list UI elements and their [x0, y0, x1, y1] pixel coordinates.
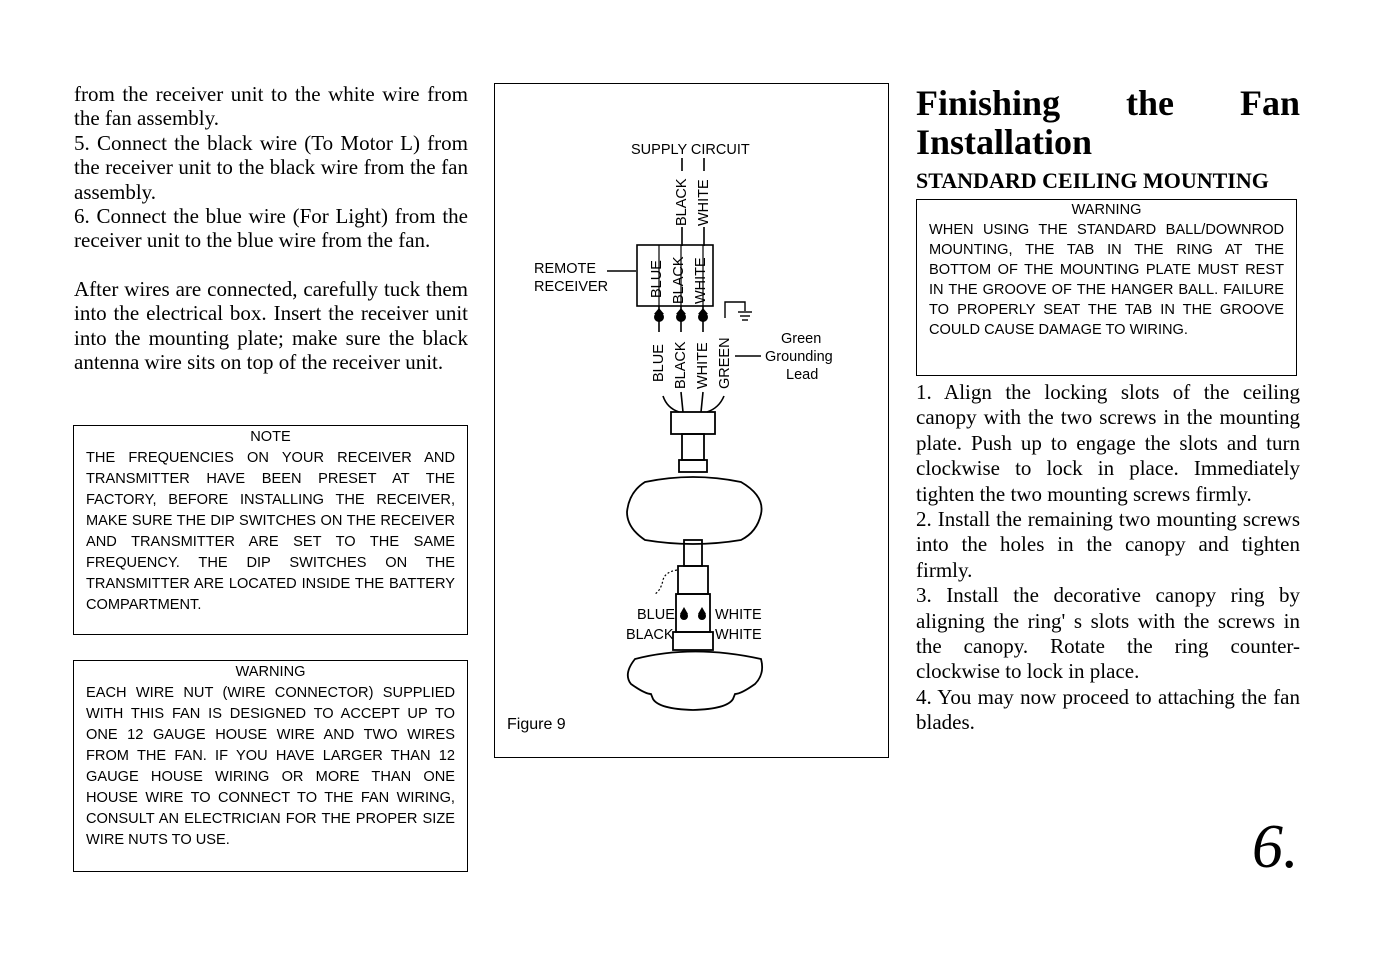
right-column [916, 84, 1300, 194]
light-blue-label: BLUE [637, 607, 675, 623]
wire-nut-warning-box [73, 660, 468, 872]
wiring-diagram-figure [494, 83, 889, 758]
note-title: NOTE [250, 429, 291, 445]
step-5-black-wire: 5. Connect the black wire (To Motor L) from the receiver unit to the black wire from the fan assembly. [74, 130, 468, 204]
step-4: 4. You may now proceed to attaching the fan blades. [916, 684, 1300, 735]
title-word-finishing: Finishing [916, 83, 1061, 123]
figure-caption: Figure 9 [507, 716, 566, 733]
receiver-white-label: WHITE [693, 257, 709, 304]
light-black-label: BLACK [626, 627, 674, 643]
mounting-steps [916, 380, 1300, 736]
warning-body: EACH WIRE NUT (WIRE CONNECTOR) SUPPLIED WITH THIS FAN IS DESIGNED TO ACCEPT UP TO ONE 12 GAUGE HOUSE WIRE AND TWO WIRES FROM THE FAN. IF YOU HAVE LARGER THAN 12 GAUGE HOUSE WIRING OR MORE THAN ONE HOUSE WIRE TO CONNECT TO THE FAN WIRING, CONSULT AN ELECTRICIAN FOR THE PROPER SIZE WIRE NUTS TO USE. [86, 685, 455, 848]
page-number: 6. [1252, 813, 1299, 881]
paragraph-white-wire: from the receiver unit to the white wire from the fan assembly. [74, 82, 468, 131]
wiring-diagram [495, 84, 890, 759]
supply-circuit-label: SUPPLY CIRCUIT [631, 142, 750, 158]
supply-white-label: WHITE [696, 179, 712, 226]
step-6-blue-wire: 6. Connect the blue wire (For Light) from the receiver unit to the blue wire from the fan. [74, 204, 468, 253]
title-line-2: Installation [916, 122, 1093, 162]
paragraph-tuck-wires: After wires are connected, carefully tuck them into the electrical box. Insert the receiver unit into the mounting plate; make sure the black antenna wire sits on top of the receiver unit. [74, 276, 468, 375]
fan-blue-label: BLUE [651, 344, 667, 382]
grounding-label: Grounding [765, 349, 833, 365]
mounting-warning-body: WHEN USING THE STANDARD BALL/DOWNROD MOUNTING, THE TAB IN THE RING AT THE BOTTOM OF THE MOUNTING PLATE MUST REST IN THE GROOVE OF THE HANGER BALL. FAILURE TO PROPERLY SEAT THE TAB IN THE GROOVE COULD CAUSE DAMAGE TO WIRING. [929, 222, 1284, 338]
step-2: 2. Install the remaining two mounting screws into the holes in the canopy and tighten firmly. [916, 507, 1300, 582]
fan-black-label: BLACK [673, 341, 689, 389]
note-box [73, 425, 468, 635]
light-white-label-2: WHITE [715, 627, 762, 643]
mounting-warning-box [916, 199, 1297, 376]
step-3: 3. Install the decorative canopy ring by aligning the ring' s slots with the screws in the canopy. Rotate the ring counter-clockwise to lock in place. [916, 583, 1300, 684]
fan-green-label: GREEN [717, 337, 733, 389]
note-body: THE FREQUENCIES ON YOUR RECEIVER AND TRANSMITTER HAVE BEEN PRESET AT THE FACTORY, BEFORE INSTALLING THE RECEIVER, MAKE SURE THE DIP SWITCHES ON THE RECEIVER AND TRANSMITTER ARE SET TO THE SAME FREQUENCY. THE DIP SWITCHES ON THE TRANSMITTER ARE LOCATED INSIDE THE BATTERY COMPARTMENT. [86, 450, 455, 613]
mounting-warning-title: WARNING [1071, 202, 1142, 218]
section-title [916, 84, 1300, 162]
receiver-black-label: BLACK [671, 256, 687, 304]
subsection-title: STANDARD CEILING MOUNTING [916, 168, 1269, 193]
fan-white-label: WHITE [695, 342, 711, 389]
receiver-label: RECEIVER [534, 279, 609, 295]
light-white-label-1: WHITE [715, 607, 762, 623]
supply-black-label: BLACK [674, 178, 690, 226]
remote-label: REMOTE [534, 261, 597, 277]
title-word-the: the [1126, 83, 1175, 123]
green-label: Green [781, 331, 822, 347]
title-word-fan: Fan [1239, 83, 1300, 123]
lead-label: Lead [786, 367, 819, 383]
step-1: 1. Align the locking slots of the ceiling canopy with the two screws in the mounting plate. Push up to engage the slots and turn clockwise to lock in place. Immediately tighten the two mounting screws firmly. [916, 380, 1300, 506]
receiver-blue-label: BLUE [649, 260, 665, 298]
warning-title: WARNING [235, 664, 306, 680]
left-column [74, 82, 468, 374]
